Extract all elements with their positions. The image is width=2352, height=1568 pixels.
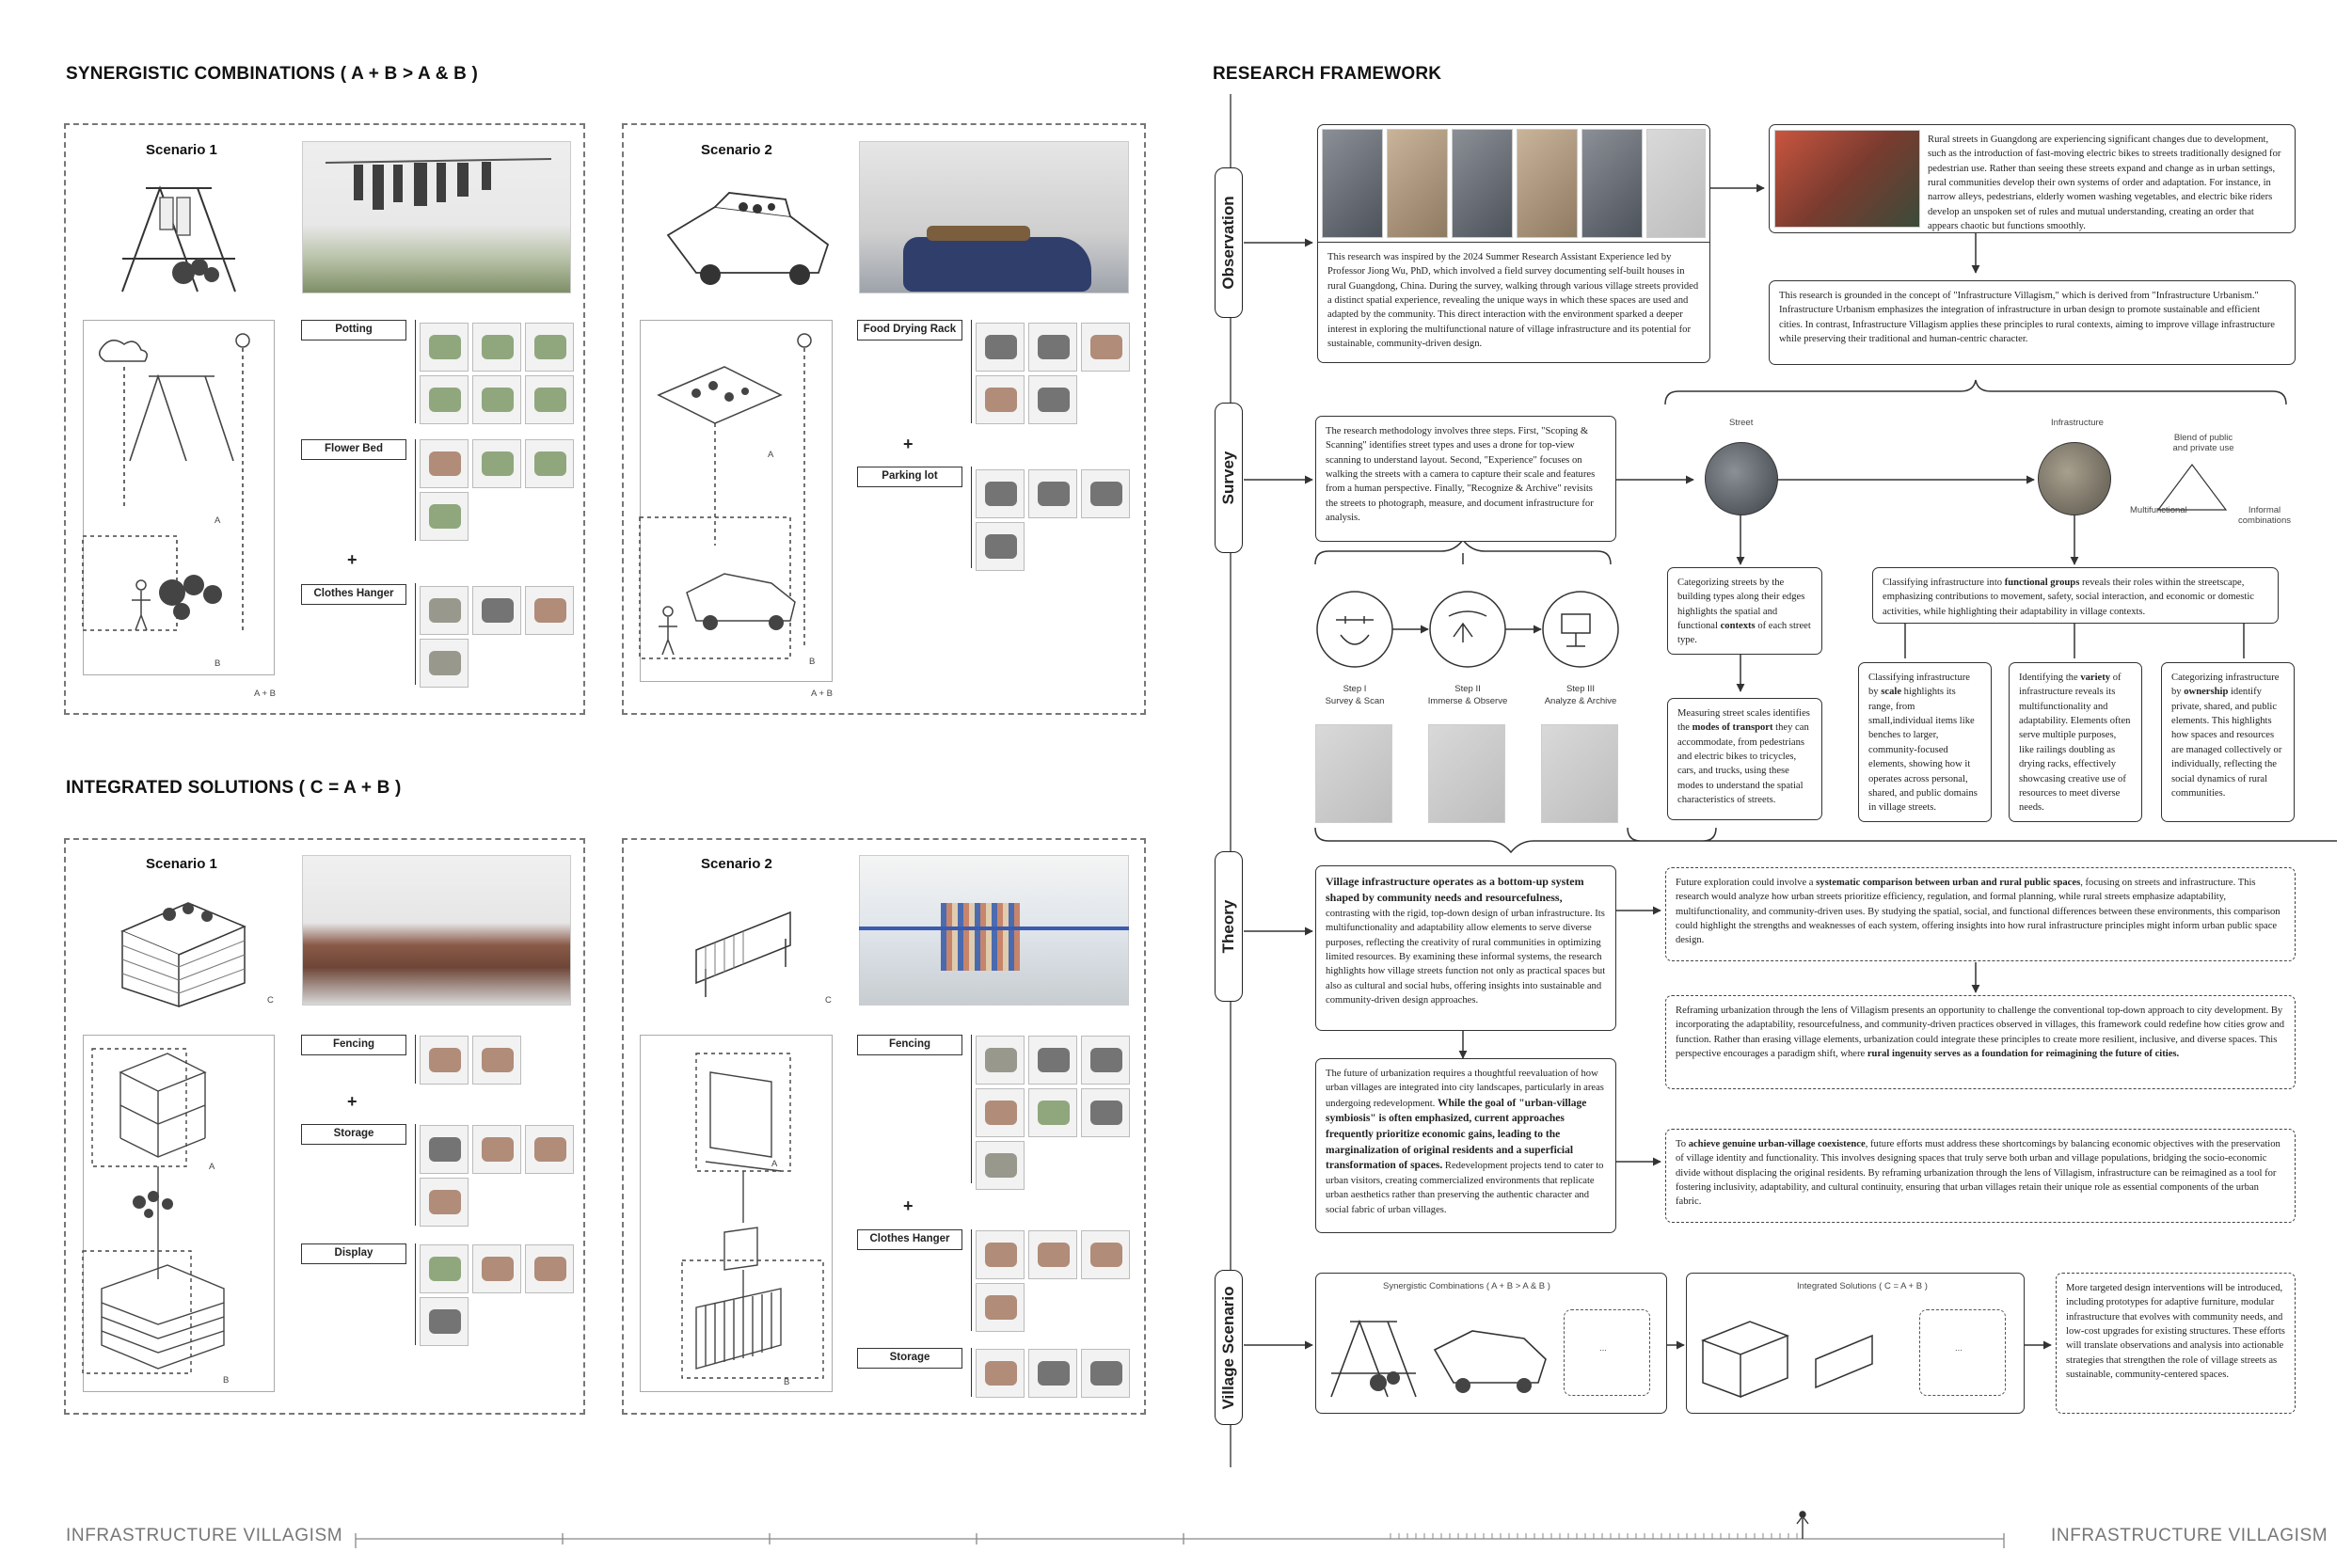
label-clothes-hanger: Clothes Hanger <box>301 584 406 605</box>
step-photo <box>1428 724 1505 823</box>
mark-c: C <box>825 995 832 1006</box>
corner-label: A + B <box>254 689 276 699</box>
village-street-photo <box>1517 129 1578 238</box>
survey-steps-diagram <box>1308 588 1628 682</box>
infrastructure-label: Infrastructure <box>2051 418 2104 428</box>
vs-ellipsis: ... <box>1599 1343 1607 1354</box>
label-storage: Storage <box>857 1348 962 1369</box>
theory-bottom-up-text: Village infrastructure operates as a bottom-up system shaped by community needs and resourcefulness, contrasting with the rigid, top-down design of urban infrastructure. Its multifunctionality and adaptability allow elements to serve diverse purposes, reflecting the creativity of rural communities in optimizing limited resources. By examining these informal systems, the research highlights how village streets function not only as practical spaces but also as cultural and social hubs, offering insights into sustainable and community-driven design approaches. <box>1315 865 1616 1031</box>
street-transport-text: Measuring street scales identifies the modes of transport they can accommodate, from pedestrians and electric bikes to tricycles, cars, and trucks, using these modes to understand the spatial characteristics of streets. <box>1667 698 1822 820</box>
street-contexts-text: Categorizing streets by the building types along their edges highlights the spatial and functional contexts of each street type. <box>1667 567 1822 655</box>
side-label-theory: Theory <box>1215 851 1243 1002</box>
step-photo <box>1315 724 1392 823</box>
label-storage: Storage <box>301 1124 406 1145</box>
label-parking-lot: Parking lot <box>857 467 962 487</box>
village-street-photo <box>1452 129 1513 238</box>
step-photo <box>1541 724 1618 823</box>
plus-sign: + <box>903 435 914 453</box>
side-label-survey: Survey <box>1215 403 1243 553</box>
infra-functional-text: Classifying infrastructure into functional groups reveals their roles within the streetscape, emphasizing contributions to movement, safety, social interaction, and economic or domestic activities, while highlighting their adaptability in village contexts. <box>1872 567 2279 624</box>
synergistic-section-title: SYNERGISTIC COMBINATIONS ( A + B > A & B ) <box>66 64 479 84</box>
future-reframing-text: Reframing urbanization through the lens of Villagism presents an opportunity to challenge the conventional top-down approach to city development. By incorporating the adaptability, resourcefulness, and community-driven practices observed in villages, this framework could redefine how cities grow and function. Rather than erasing village elements, urbanization could integrate these principles to create more resilient, inclusive, and diverse spaces. This perspective encourages a paradigm shift, where rural ingenuity serves as a foundation for reimagining the future of cities. <box>1665 995 2296 1089</box>
observation-text-3: This research is grounded in the concept of "Infrastructure Villagism," which is derived from "Infrastructure Urbanism." Infrastructure Urbanism emphasizes the integration of infrastructure in urban design to promote sustainable and efficient cities. In contrast, Infrastructure Villagism applies these principles to rural contexts, aiming to improve village infrastructure while preserving their traditional and human-centric character. <box>1769 280 2296 365</box>
village-street-photo <box>1387 129 1448 238</box>
plus-sign: + <box>347 1092 358 1111</box>
scenario-title: Scenario 2 <box>701 856 772 872</box>
mark-a: A <box>209 1162 215 1172</box>
step-name: Immerse & Observe <box>1427 696 1508 706</box>
side-label-village-scenario: Village Scenario <box>1215 1270 1243 1425</box>
mark-c: C <box>267 995 274 1006</box>
step-number: Step I <box>1343 684 1367 694</box>
footer-title-right: INFRASTRUCTURE VILLAGISM <box>2051 1526 2328 1545</box>
corner-label: A + B <box>811 689 833 699</box>
street-label: Street <box>1729 418 1754 428</box>
step-number: Step II <box>1454 684 1481 694</box>
infra-variety-text: Identifying the variety of infrastructure reveals its multifunctionality and adaptability. Elements often serve multiple purposes, like railings doubling as drying racks, effectively showcasing creative use of resources to meet diverse needs. <box>2009 662 2142 822</box>
plus-sign: + <box>903 1196 914 1215</box>
vs-synergistic-sketches <box>1322 1303 1548 1406</box>
mark-a: A <box>768 450 774 460</box>
vs-synergistic-title: Synergistic Combinations ( A + B > A & B ) <box>1383 1281 1550 1291</box>
vs-placeholder-box <box>1564 1309 1650 1396</box>
label-fencing: Fencing <box>301 1035 406 1055</box>
mark-b: B <box>809 657 816 667</box>
street-market-photo <box>1774 130 1920 228</box>
survey-methodology-text: The research methodology involves three steps. First, "Scoping & Scanning" identifies street types and uses a drone for top-view scanning to understand layout. Second, "Experience" focuses on walking the streets with a camera to capture their scale and features from a human perspective. Finally, "Recognize & Archive" revisits the streets to photograph, measure, and document infrastructure for analysis. <box>1315 416 1616 542</box>
vs-integrated-sketches <box>1693 1303 1882 1406</box>
label-display: Display <box>301 1243 406 1264</box>
infra-ownership-text: Categorizing infrastructure by ownership identify private, shared, and public elements. This highlights how spaces and resources are managed collectively or individually, reflecting the social dynamics of rural communities. <box>2161 662 2295 822</box>
label-food-drying-rack: Food Drying Rack <box>857 320 962 341</box>
step-number: Step III <box>1565 684 1596 694</box>
theory-urbanization-text: The future of urbanization requires a thoughtful reevaluation of how urban villages are integrated into city landscapes, particularly in areas undergoing redevelopment. While the goal of "urban-village symbiosis" is often emphasized, current approaches frequently prioritize economic gains, leading to the marginalization of original residents and a superficial transformation of spaces. Redevelopment projects tend to cater to urban visitors, creating commercialized environments that replicate urban aesthetics rather than preserving the authentic character and social fabric of urban villages. <box>1315 1058 1616 1233</box>
vs-integrated-title: Integrated Solutions ( C = A + B ) <box>1797 1281 1928 1291</box>
mark-a: A <box>215 515 221 526</box>
vs-future-text: More targeted design interventions will be introduced, including prototypes for adaptive furniture, modular infrastructure that evolves with community needs, and low-cost upgrades for existing structures. These efforts will translate observations and analysis into actionable strategies that strengthen the role of village streets as sustainable, community-centered spaces. <box>2056 1273 2296 1414</box>
village-street-photo <box>1581 129 1643 238</box>
integrated-section-title: INTEGRATED SOLUTIONS ( C = A + B ) <box>66 778 402 798</box>
street-circle-photo <box>1705 442 1778 515</box>
observation-text-1: This research was inspired by the 2024 Summer Research Assistant Experience led by Professor Jiong Wu, PhD, which involved a field survey documenting self-built houses in rural Guangdong, China. During the survey, walking through various village streets provided a distinct spatial experience, revealing the unique ways in which these spaces are used and adapted by the community. This direct interaction with the environment sparked a deeper interest in exploring the multifunctional nature of village infrastructure and its potential for sustainable, community-driven design. <box>1317 243 1710 363</box>
mark-b: B <box>215 658 221 669</box>
village-street-photo <box>1322 129 1383 238</box>
footer-title-left: INFRASTRUCTURE VILLAGISM <box>66 1526 343 1545</box>
triangle-left-label: Multifunctional <box>2130 505 2187 515</box>
label-clothes-hanger: Clothes Hanger <box>857 1229 962 1250</box>
future-comparison-text: Future exploration could involve a systematic comparison between urban and rural public spaces, focusing on streets and infrastructure. This research would analyze how urban streets prioritize efficiency, regulation, and formal planning, while rural streets emphasize adaptability, multifunctionality, and community-driven uses. By studying the spatial, social, and functional differences between these environments, this comparison could highlight the strengths and weaknesses of each system, offering insights into how rural infrastructure principles might inform urban public space design. <box>1665 867 2296 961</box>
scenario-title: Scenario 1 <box>146 856 217 872</box>
village-street-photo <box>1646 129 1706 238</box>
step-name: Survey & Scan <box>1325 696 1385 706</box>
research-framework-title: RESEARCH FRAMEWORK <box>1213 64 1442 84</box>
infrastructure-circle-photo <box>2038 442 2111 515</box>
triangle-right-label: Informal combinations <box>2238 505 2291 526</box>
plus-sign: + <box>347 550 358 569</box>
label-fencing: Fencing <box>857 1035 962 1055</box>
side-label-observation: Observation <box>1215 167 1243 318</box>
observation-text-2: Rural streets in Guangdong are experiencing significant changes due to development, such as the introduction of fast-moving electric bikes to streets traditionally designed for pedestrian use. Rather than seeing these streets expand and change as in urban settings, rural communities develop their own systems of order and adaptation. For instance, in narrow alleys, pedestrians, elderly women washing vegetables, and electric bike riders develop an unspoken set of rules and mutual understanding, creating an order that appears chaotic but functions smoothly. <box>1769 124 2296 233</box>
step-name: Analyze & Archive <box>1544 696 1617 706</box>
mark-b: B <box>784 1377 790 1387</box>
future-coexistence-text: To achieve genuine urban-village coexistence, future efforts must address these shortcomings by balancing economic objectives with the preservation of village identity and functionality. This involves designing spaces that truly serve both urban and village populations, bridging the socio-economic divide without displacing the original residents. By reframing urbanization through the lens of Villagism, infrastructure can be reimagined as a tool for fostering inclusivity, adaptability, and cultural continuity, ensuring that urban villages retain their unique role as essential components of the urban fabric. <box>1665 1129 2296 1223</box>
triangle-top-label: Blend of public and private use <box>2172 433 2234 453</box>
mark-b: B <box>223 1375 230 1386</box>
label-flower-bed: Flower Bed <box>301 439 406 460</box>
footer-scale-ruler <box>356 1503 2011 1550</box>
scenario-title: Scenario 2 <box>701 142 772 158</box>
label-potting: Potting <box>301 320 406 341</box>
infra-scale-text: Classifying infrastructure by scale highlights its range, from small,individual items like benches to larger, community-focused elements, showing how it operates across personal, shared, and public domains in village streets. <box>1858 662 1992 822</box>
mark-a: A <box>771 1159 778 1169</box>
vs-ellipsis: ... <box>1955 1343 1963 1354</box>
scenario-title: Scenario 1 <box>146 142 217 158</box>
vs-placeholder-box <box>1919 1309 2006 1396</box>
